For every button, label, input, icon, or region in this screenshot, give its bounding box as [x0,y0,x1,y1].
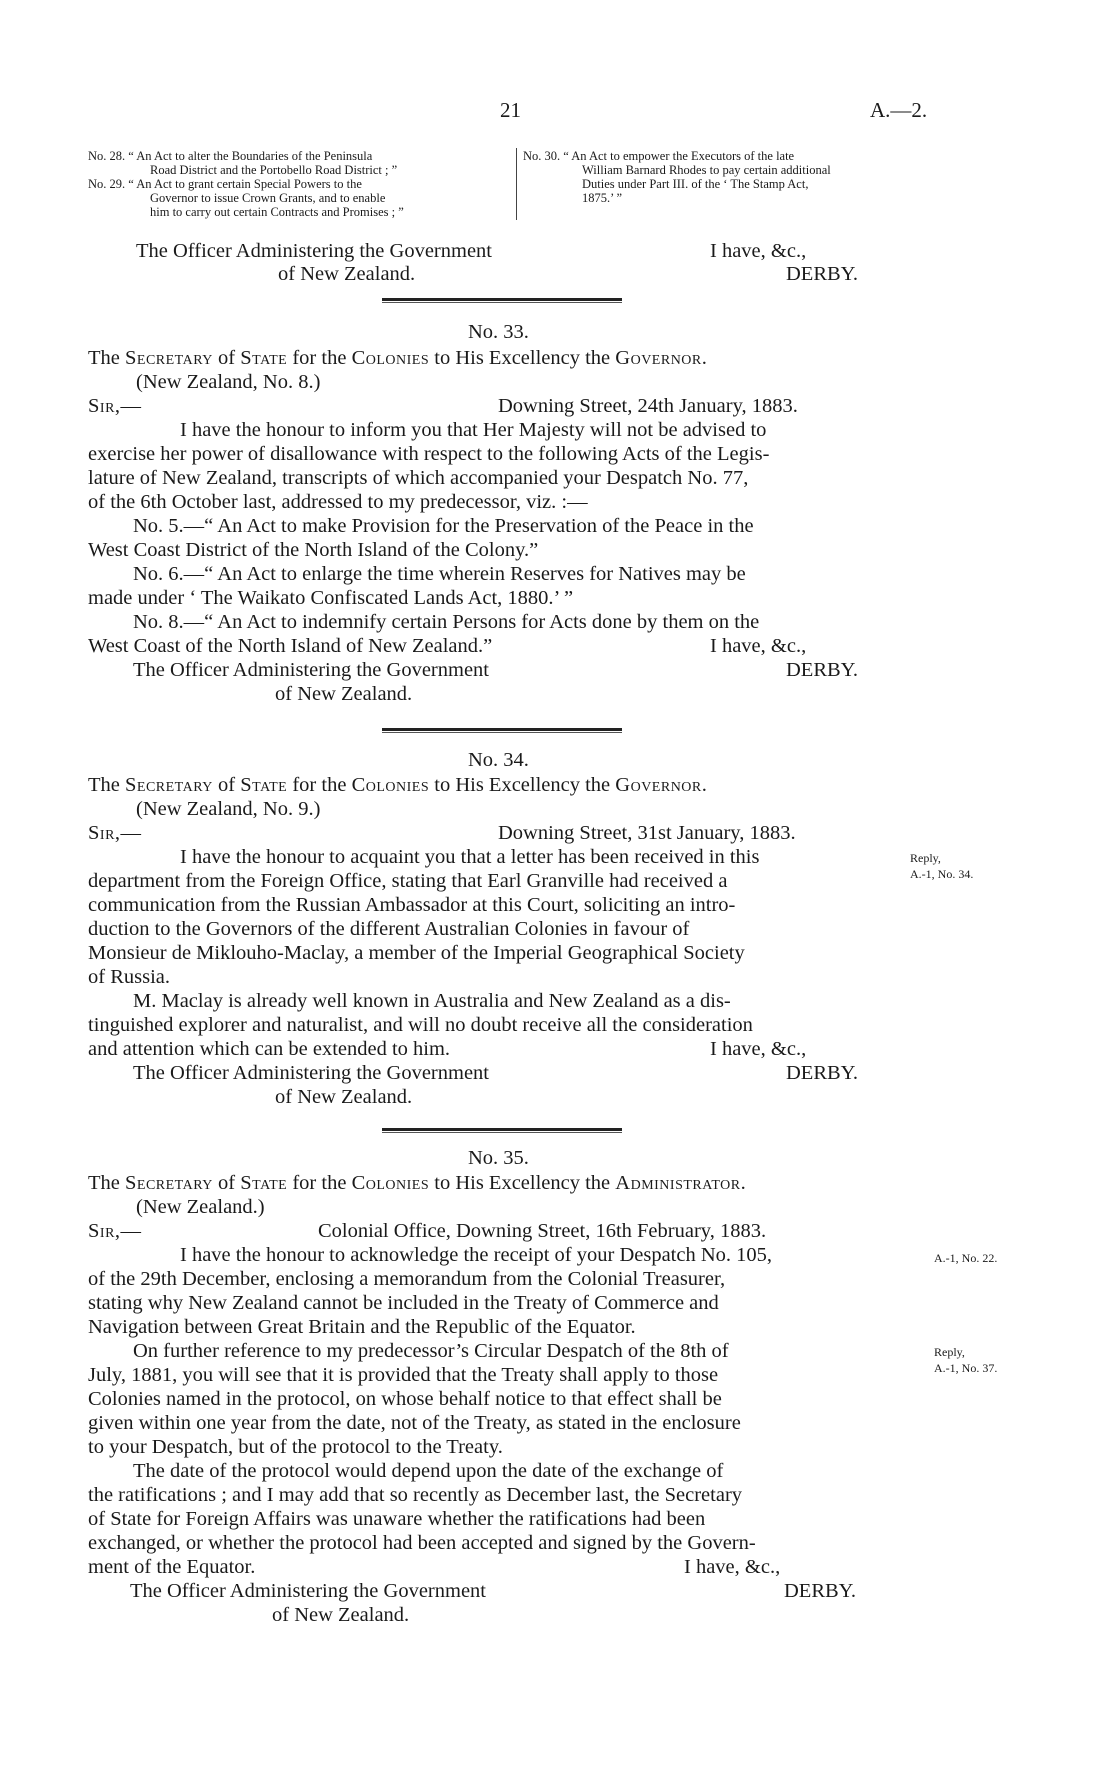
act-line: Duties under Part III. of the ‘ The Stamp Act, [582,177,809,191]
despatch-subheading: (New Zealand, No. 8.) [136,371,321,393]
body-line: to your Despatch, but of the protocol to the Treaty. [88,1436,503,1458]
body-line: and attention which can be extended to him. [88,1038,451,1060]
closing-officer-place: of New Zealand. [278,263,416,285]
despatch-number: No. 35. [468,1147,529,1169]
despatch-number: No. 34. [468,749,529,771]
body-line: of Russia. [88,966,170,988]
closing-officer: The Officer Administering the Government [136,240,492,262]
section-rule [382,1128,622,1131]
body-line: West Coast District of the North Island of the Colony.” [88,539,539,561]
body-line: exchanged, or whether the protocol had been accepted and signed by the Govern- [88,1532,756,1554]
signature-derby: DERBY. [786,263,858,285]
salutation: Sir,— [88,1220,142,1242]
despatch-number: No. 33. [468,321,529,343]
body-line: of the 29th December, enclosing a memorandum from the Colonial Treasurer, [88,1268,726,1290]
closing-officer: The Officer Administering the Government [133,659,489,681]
body-line: M. Maclay is already well known in Australia and New Zealand as a dis- [133,990,731,1012]
act-line: him to carry out certain Contracts and Promises ; ” [150,205,404,219]
body-line: Colonies named in the protocol, on whose behalf notice to that effect shall be [88,1388,722,1410]
closing-officer-place: of New Zealand. [272,1604,410,1626]
closing-ihave: I have, &c., [710,1038,807,1060]
despatch-date: Colonial Office, Downing Street, 16th February, 1883. [318,1220,767,1242]
page-number: 21 [500,98,521,122]
signature-derby: DERBY. [786,1062,858,1084]
body-line: July, 1881, you will see that it is provided that the Treaty shall apply to those [88,1364,719,1386]
series-reference: A.—2. [870,98,928,122]
body-line: tinguished explorer and naturalist, and will no doubt receive all the consideration [88,1014,753,1036]
body-line: duction to the Governors of the different Australian Colonies in favour of [88,918,690,940]
body-line: The date of the protocol would depend upon the date of the exchange of [133,1460,724,1482]
despatch-date: Downing Street, 24th January, 1883. [498,395,798,417]
body-line: West Coast of the North Island of New Zealand.” [88,635,493,657]
despatch-subheading: (New Zealand, No. 9.) [136,798,321,820]
body-line: communication from the Russian Ambassador at this Court, soliciting an intro- [88,894,736,916]
closing-officer: The Officer Administering the Government [133,1062,489,1084]
margin-note: A.-1, No. 34. [910,867,974,881]
act-line: Road District and the Portobello Road District ; ” [150,163,398,177]
despatch-subheading: (New Zealand.) [136,1196,265,1218]
act-line: No. 30. “ An Act to empower the Executors of the late [523,149,795,163]
section-rule [382,728,622,731]
signature-derby: DERBY. [784,1580,856,1602]
act-line: William Barnard Rhodes to pay certain additional [582,163,831,177]
act-line: No. 28. “ An Act to alter the Boundaries of the Peninsula [88,149,373,163]
column-divider [516,148,517,220]
body-line: given within one year from the date, not of the Treaty, as stated in the enclosure [88,1412,741,1434]
body-line: No. 8.—“ An Act to indemnify certain Persons for Acts done by them on the [133,611,760,633]
body-line: I have the honour to acquaint you that a letter has been received in this [180,846,760,868]
salutation: Sir,— [88,822,142,844]
salutation: Sir,— [88,395,142,417]
body-line: exercise her power of disallowance with respect to the following Acts of the Legis- [88,443,770,465]
despatch-date: Downing Street, 31st January, 1883. [498,822,796,844]
section-rule [382,298,622,301]
closing-ihave: I have, &c., [684,1556,781,1578]
margin-note: A.-1, No. 22. [934,1251,998,1265]
body-line: the ratifications ; and I may add that so recently as December last, the Secretary [88,1484,743,1506]
body-line: of State for Foreign Affairs was unaware whether the ratifications had been [88,1508,706,1530]
body-line: No. 5.—“ An Act to make Provision for the Preservation of the Peace in the [133,515,754,537]
margin-note: Reply, [934,1345,965,1359]
body-line: stating why New Zealand cannot be included in the Treaty of Commerce and [88,1292,719,1314]
body-line: On further reference to my predecessor’s Circular Despatch of the 8th of [133,1340,729,1362]
body-line: No. 6.—“ An Act to enlarge the time wherein Reserves for Natives may be [133,563,746,585]
act-line: No. 29. “ An Act to grant certain Special Powers to the [88,177,362,191]
signature-derby: DERBY. [786,659,858,681]
act-line: Governor to issue Crown Grants, and to enable [150,191,386,205]
margin-note: Reply, [910,851,941,865]
body-line: Monsieur de Miklouho-Maclay, a member of the Imperial Geographical Society [88,942,745,964]
act-line: 1875.’ ” [582,191,623,205]
closing-officer-place: of New Zealand. [275,683,413,705]
body-line: I have the honour to inform you that Her Majesty will not be advised to [180,419,767,441]
despatch-heading: The Secretary of State for the Colonies to His Excellency the Administrator. [88,1172,746,1194]
closing-officer: The Officer Administering the Government [130,1580,486,1602]
body-line: I have the honour to acknowledge the receipt of your Despatch No. 105, [180,1244,773,1266]
body-line: ment of the Equator. [88,1556,256,1578]
body-line: Navigation between Great Britain and the Republic of the Equator. [88,1316,636,1338]
closing-ihave: I have, &c., [710,635,807,657]
body-line: made under ‘ The Waikato Confiscated Lands Act, 1880.’ ” [88,587,574,609]
despatch-heading: The Secretary of State for the Colonies to His Excellency the Governor. [88,774,707,796]
body-line: department from the Foreign Office, stating that Earl Granville had received a [88,870,728,892]
closing-officer-place: of New Zealand. [275,1086,413,1108]
despatch-heading: The Secretary of State for the Colonies to His Excellency the Governor. [88,347,707,369]
closing-ihave: I have, &c., [710,240,807,262]
margin-note: A.-1, No. 37. [934,1361,998,1375]
body-line: lature of New Zealand, transcripts of which accompanied your Despatch No. 77, [88,467,749,489]
body-line: of the 6th October last, addressed to my predecessor, viz. :— [88,491,588,513]
